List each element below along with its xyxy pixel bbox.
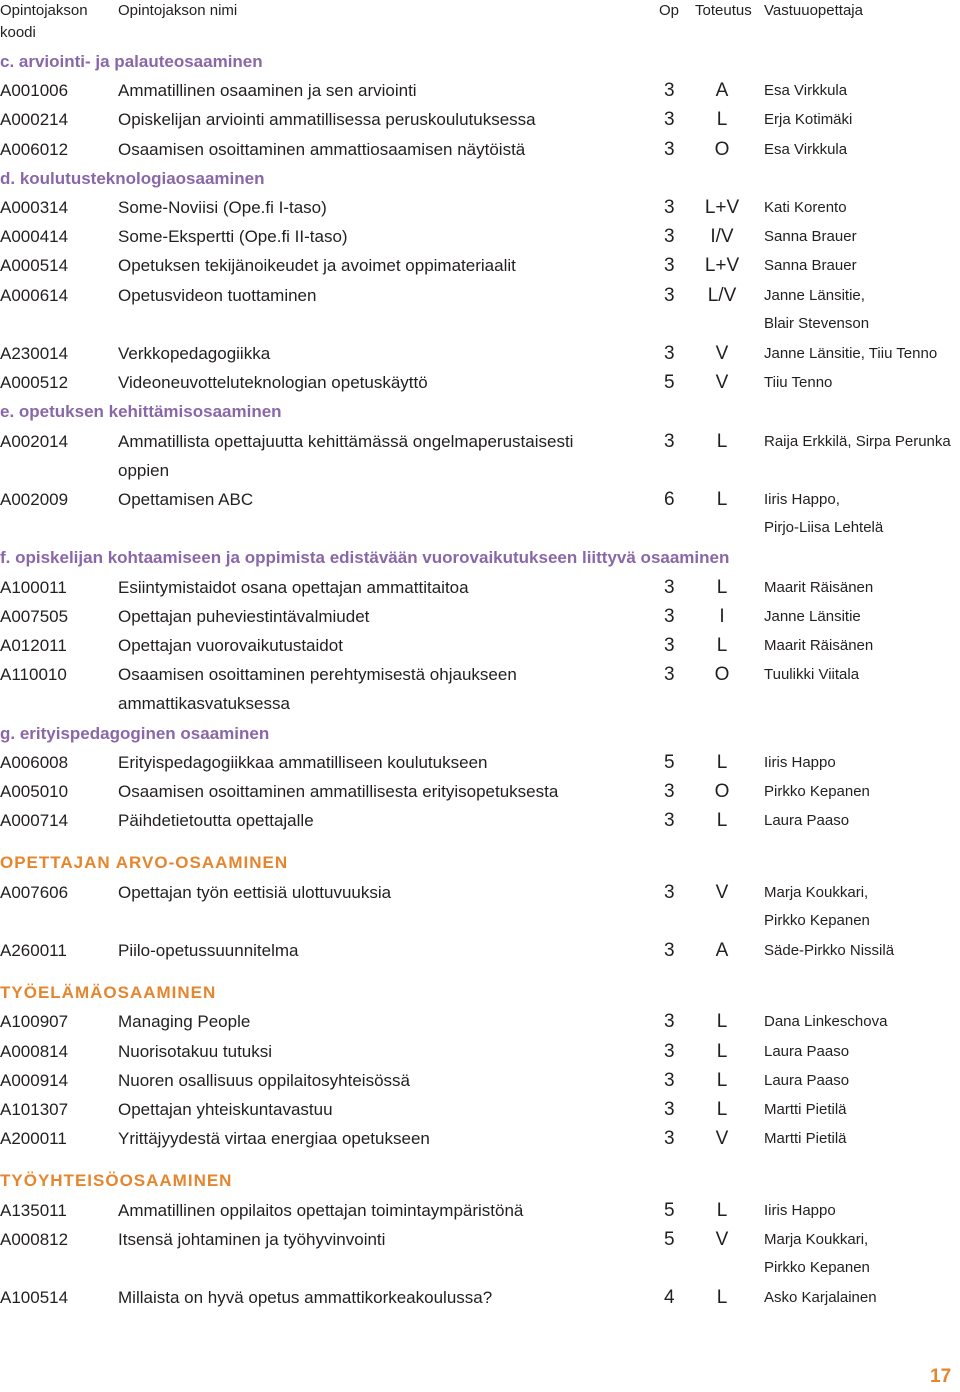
course-name: Opiskelijan arviointi ammatillisessa peruskoulutuksessa	[118, 110, 536, 130]
course-delivery: L	[716, 109, 728, 131]
course-teacher: Tuulikki Viitala	[764, 666, 860, 684]
course-delivery: L	[716, 751, 728, 773]
course-credits: 3	[664, 1128, 675, 1150]
course-teacher: Esa Virkkula	[764, 82, 848, 100]
course-code: A000812	[0, 1229, 69, 1249]
table-row	[0, 427, 960, 485]
course-teacher: Maarit Räisänen	[764, 637, 874, 654]
course-delivery: A	[715, 80, 729, 102]
table-row	[0, 485, 960, 543]
table-row	[0, 936, 960, 965]
course-code: A007606	[0, 882, 69, 902]
course-code: A006012	[0, 139, 69, 159]
course-credits: 3	[664, 881, 675, 903]
table-row	[0, 339, 960, 368]
course-teacher: Raija Erkkilä, Sirpa Perunka	[764, 432, 951, 450]
course-credits: 3	[664, 284, 675, 306]
course-delivery: L+V	[704, 197, 740, 218]
table-row	[0, 135, 960, 164]
table-row	[0, 76, 960, 105]
course-name: Opetuksen tekijänoikeudet ja avoimet oppimateriaalit	[118, 256, 516, 276]
course-code: A200011	[0, 1129, 67, 1149]
course-teacher: Iiris Happo	[764, 753, 836, 771]
course-code: A110010	[0, 665, 67, 685]
course-credits: 4	[664, 1287, 675, 1309]
course-name: Opettajan puheviestintävalmiudet	[118, 606, 370, 626]
table-row	[0, 1037, 960, 1066]
section-heading: OPETTAJAN ARVO-OSAAMINEN	[0, 853, 289, 873]
course-name: Some-Noviisi (Ope.fi I-taso)	[118, 198, 327, 217]
page-number: 17	[930, 1366, 952, 1387]
course-delivery: L	[716, 1099, 728, 1120]
course-name: Videoneuvotteluteknologian opetuskäyttö	[118, 373, 428, 393]
course-code: A135011	[0, 1200, 67, 1220]
course-code: A000314	[0, 198, 69, 217]
course-name: Osaamisen osoittaminen ammattiosaamisen näytöistä	[118, 139, 526, 159]
course-delivery: L+V	[704, 255, 740, 277]
course-teacher: Marja Koukkari,	[764, 883, 869, 901]
course-name: Itsensä johtaminen ja työhyvinvointi	[118, 1229, 386, 1249]
course-name: Yrittäjyydestä virtaa energiaa opetukseen	[118, 1129, 430, 1149]
course-credits: 3	[664, 1011, 675, 1033]
course-credits: 5	[664, 751, 675, 773]
course-teacher: Esa Virkkula	[764, 140, 848, 158]
table-row	[0, 222, 960, 251]
course-delivery: L	[716, 576, 728, 598]
course-delivery: L/V	[707, 284, 737, 306]
course-name: Nuoren osallisuus oppilaitosyhteisössä	[118, 1070, 410, 1090]
course-credits: 3	[664, 430, 675, 452]
course-credits: 3	[664, 940, 675, 961]
course-teacher: Janne Länsitie	[764, 607, 861, 625]
course-code: A006008	[0, 752, 69, 772]
course-delivery: L	[716, 430, 728, 452]
table-row	[0, 1124, 960, 1153]
section-heading: g. erityispedagoginen osaaminen	[0, 723, 270, 743]
course-name: Opetusvideon tuottaminen	[118, 285, 317, 305]
course-code: A000814	[0, 1041, 69, 1061]
course-name: Millaista on hyvä opetus ammattikorkeakoulussa?	[118, 1288, 493, 1308]
course-delivery: O	[714, 664, 730, 686]
table-header	[0, 0, 960, 46]
course-name: Some-Ekspertti (Ope.fi II-taso)	[118, 227, 348, 247]
course-teacher: Janne Länsitie, Tiiu Tenno	[764, 345, 938, 362]
course-name: Piilo-opetussuunnitelma	[118, 941, 299, 960]
course-name: Opettamisen ABC	[118, 490, 254, 509]
course-credits: 3	[664, 197, 675, 218]
course-name: Osaamisen osoittaminen perehtymisestä ohjaukseen	[118, 665, 517, 685]
course-credits: 5	[664, 1228, 675, 1250]
course-code: A001006	[0, 81, 69, 101]
course-delivery: V	[715, 343, 729, 364]
course-teacher: Pirjo-Liisa Lehtelä	[764, 519, 884, 537]
course-code: A000214	[0, 110, 69, 130]
course-credits: 3	[664, 1069, 675, 1091]
section-heading: f. opiskelijan kohtaamiseen ja oppimista edistävään vuorovaikutukseen liittyvä osaaminen	[0, 548, 730, 568]
course-teacher: Pirkko Kepanen	[764, 911, 870, 929]
course-name: Managing People	[118, 1012, 251, 1032]
course-teacher: Martti Pietilä	[764, 1130, 847, 1148]
course-teacher: Iiris Happo	[764, 1201, 836, 1219]
course-code: A230014	[0, 344, 69, 363]
course-name: Osaamisen osoittaminen ammatillisesta erityisopetuksesta	[118, 782, 559, 801]
course-delivery: L	[716, 1199, 728, 1221]
course-name: Opettajan vuorovaikutustaidot	[118, 636, 343, 655]
header-name: Opintojakson nimi	[118, 2, 238, 19]
table-row	[0, 1283, 960, 1312]
course-delivery: I	[719, 605, 725, 627]
table-row	[0, 1066, 960, 1095]
course-name: Opettajan työn eettisiä ulottuvuuksia	[118, 882, 392, 902]
table-row	[0, 368, 960, 397]
course-credits: 3	[664, 80, 675, 102]
table-row	[0, 281, 960, 339]
course-teacher: Janne Länsitie,	[764, 286, 865, 304]
course-credits: 5	[664, 372, 675, 394]
course-credits: 5	[664, 1199, 675, 1221]
course-delivery: V	[715, 881, 729, 903]
header-op: Op	[659, 2, 680, 19]
course-teacher: Sanna Brauer	[764, 257, 857, 275]
course-delivery: V	[715, 1128, 729, 1150]
course-teacher: Asko Karjalainen	[764, 1289, 877, 1307]
course-credits: 3	[664, 605, 675, 627]
table-row	[0, 777, 960, 806]
header-toteutus: Toteutus	[695, 2, 752, 19]
section-heading: TYÖELÄMÄOSAAMINEN	[0, 983, 217, 1003]
course-credits: 3	[664, 810, 675, 832]
course-teacher: Erja Kotimäki	[764, 111, 853, 129]
course-teacher: Dana Linkeschova	[764, 1013, 888, 1031]
course-code: A101307	[0, 1100, 69, 1119]
course-credits: 3	[664, 1099, 675, 1120]
course-delivery: L	[716, 810, 728, 832]
course-name: Ammatillinen oppilaitos opettajan toimintaympäristönä	[118, 1200, 524, 1220]
course-name: Ammatillista opettajuutta kehittämässä ongelmaperustaisesti	[118, 431, 574, 451]
course-code: A002009	[0, 490, 69, 509]
course-code: A000714	[0, 811, 69, 831]
course-credits: 3	[664, 664, 675, 686]
table-row	[0, 105, 960, 134]
course-code: A007505	[0, 606, 69, 626]
course-credits: 3	[664, 109, 675, 131]
course-code: A100514	[0, 1288, 69, 1308]
course-delivery: O	[714, 138, 730, 160]
course-name: ammattikasvatuksessa	[118, 694, 290, 714]
course-credits: 3	[664, 781, 675, 802]
course-delivery: V	[715, 1228, 729, 1250]
course-credits: 3	[664, 138, 675, 160]
course-credits: 3	[664, 576, 675, 598]
section-heading: e. opetuksen kehittämisosaaminen	[0, 402, 282, 422]
course-code: A000512	[0, 373, 69, 393]
course-teacher: Maarit Räisänen	[764, 578, 874, 596]
course-delivery: L	[716, 1011, 728, 1033]
course-name: Ammatillinen osaaminen ja sen arviointi	[118, 81, 417, 101]
header-code: Opintojakson koodi	[0, 2, 88, 41]
section-heading: d. koulutusteknologiaosaaminen	[0, 168, 265, 188]
course-teacher: Iiris Happo,	[764, 491, 840, 508]
course-name: Nuorisotakuu tutuksi	[118, 1041, 273, 1061]
course-delivery: L	[716, 489, 728, 510]
course-code: A000514	[0, 256, 69, 276]
course-name: Erityispedagogiikkaa ammatilliseen koulutukseen	[118, 752, 488, 772]
course-delivery: O	[714, 781, 730, 802]
course-code: A100011	[0, 577, 67, 597]
table-row	[0, 1196, 960, 1225]
table-row	[0, 251, 960, 280]
section-heading: TYÖYHTEISÖOSAAMINEN	[0, 1171, 233, 1191]
course-credits: 3	[664, 255, 675, 277]
header-vastuuopettaja: Vastuuopettaja	[764, 2, 863, 19]
course-code: A000614	[0, 285, 69, 305]
table-row	[0, 1225, 960, 1283]
course-teacher: Martti Pietilä	[764, 1101, 847, 1118]
table-row	[0, 602, 960, 631]
table-row	[0, 573, 960, 602]
course-credits: 3	[664, 343, 675, 364]
course-teacher: Tiiu Tenno	[764, 374, 833, 392]
course-teacher: Säde-Pirkko Nissilä	[764, 942, 895, 959]
course-credits: 6	[664, 489, 675, 510]
table-row	[0, 660, 960, 718]
course-teacher: Kati Korento	[764, 199, 847, 216]
table-row	[0, 193, 960, 222]
course-teacher: Laura Paaso	[764, 812, 850, 830]
table-row	[0, 878, 960, 936]
course-name: Opettajan yhteiskuntavastuu	[118, 1100, 333, 1119]
course-delivery: V	[715, 372, 729, 394]
course-delivery: I/V	[710, 226, 734, 248]
course-code: A260011	[0, 941, 67, 960]
course-teacher: Marja Koukkari,	[764, 1230, 869, 1248]
course-name: Verkkopedagogiikka	[118, 344, 271, 363]
course-delivery: L	[716, 1287, 728, 1309]
course-delivery: L	[716, 1069, 728, 1091]
course-teacher: Sanna Brauer	[764, 228, 857, 246]
course-teacher: Laura Paaso	[764, 1042, 850, 1060]
table-row	[0, 748, 960, 777]
table-row	[0, 1095, 960, 1124]
course-code: A002014	[0, 431, 69, 451]
course-delivery: L	[716, 635, 728, 656]
course-code: A005010	[0, 782, 69, 801]
course-name: Esiintymistaidot osana opettajan ammattitaitoa	[118, 577, 469, 597]
course-delivery: A	[715, 940, 729, 961]
course-name: Päihdetietoutta opettajalle	[118, 811, 314, 831]
table-row	[0, 631, 960, 660]
course-delivery: L	[716, 1040, 728, 1062]
table-row	[0, 806, 960, 835]
course-code: A012011	[0, 636, 67, 655]
course-code: A000914	[0, 1070, 69, 1090]
section-heading: c. arviointi- ja palauteosaaminen	[0, 52, 263, 71]
course-credits: 3	[664, 635, 675, 656]
course-teacher: Laura Paaso	[764, 1071, 850, 1089]
course-name: oppien	[118, 460, 170, 480]
course-credits: 3	[664, 1040, 675, 1062]
table-row	[0, 1007, 960, 1036]
course-code: A000414	[0, 227, 69, 247]
course-teacher: Blair Stevenson	[764, 314, 870, 332]
course-credits: 3	[664, 226, 675, 248]
course-teacher: Pirkko Kepanen	[764, 1258, 870, 1276]
course-code: A100907	[0, 1012, 69, 1032]
course-teacher: Pirkko Kepanen	[764, 783, 870, 800]
